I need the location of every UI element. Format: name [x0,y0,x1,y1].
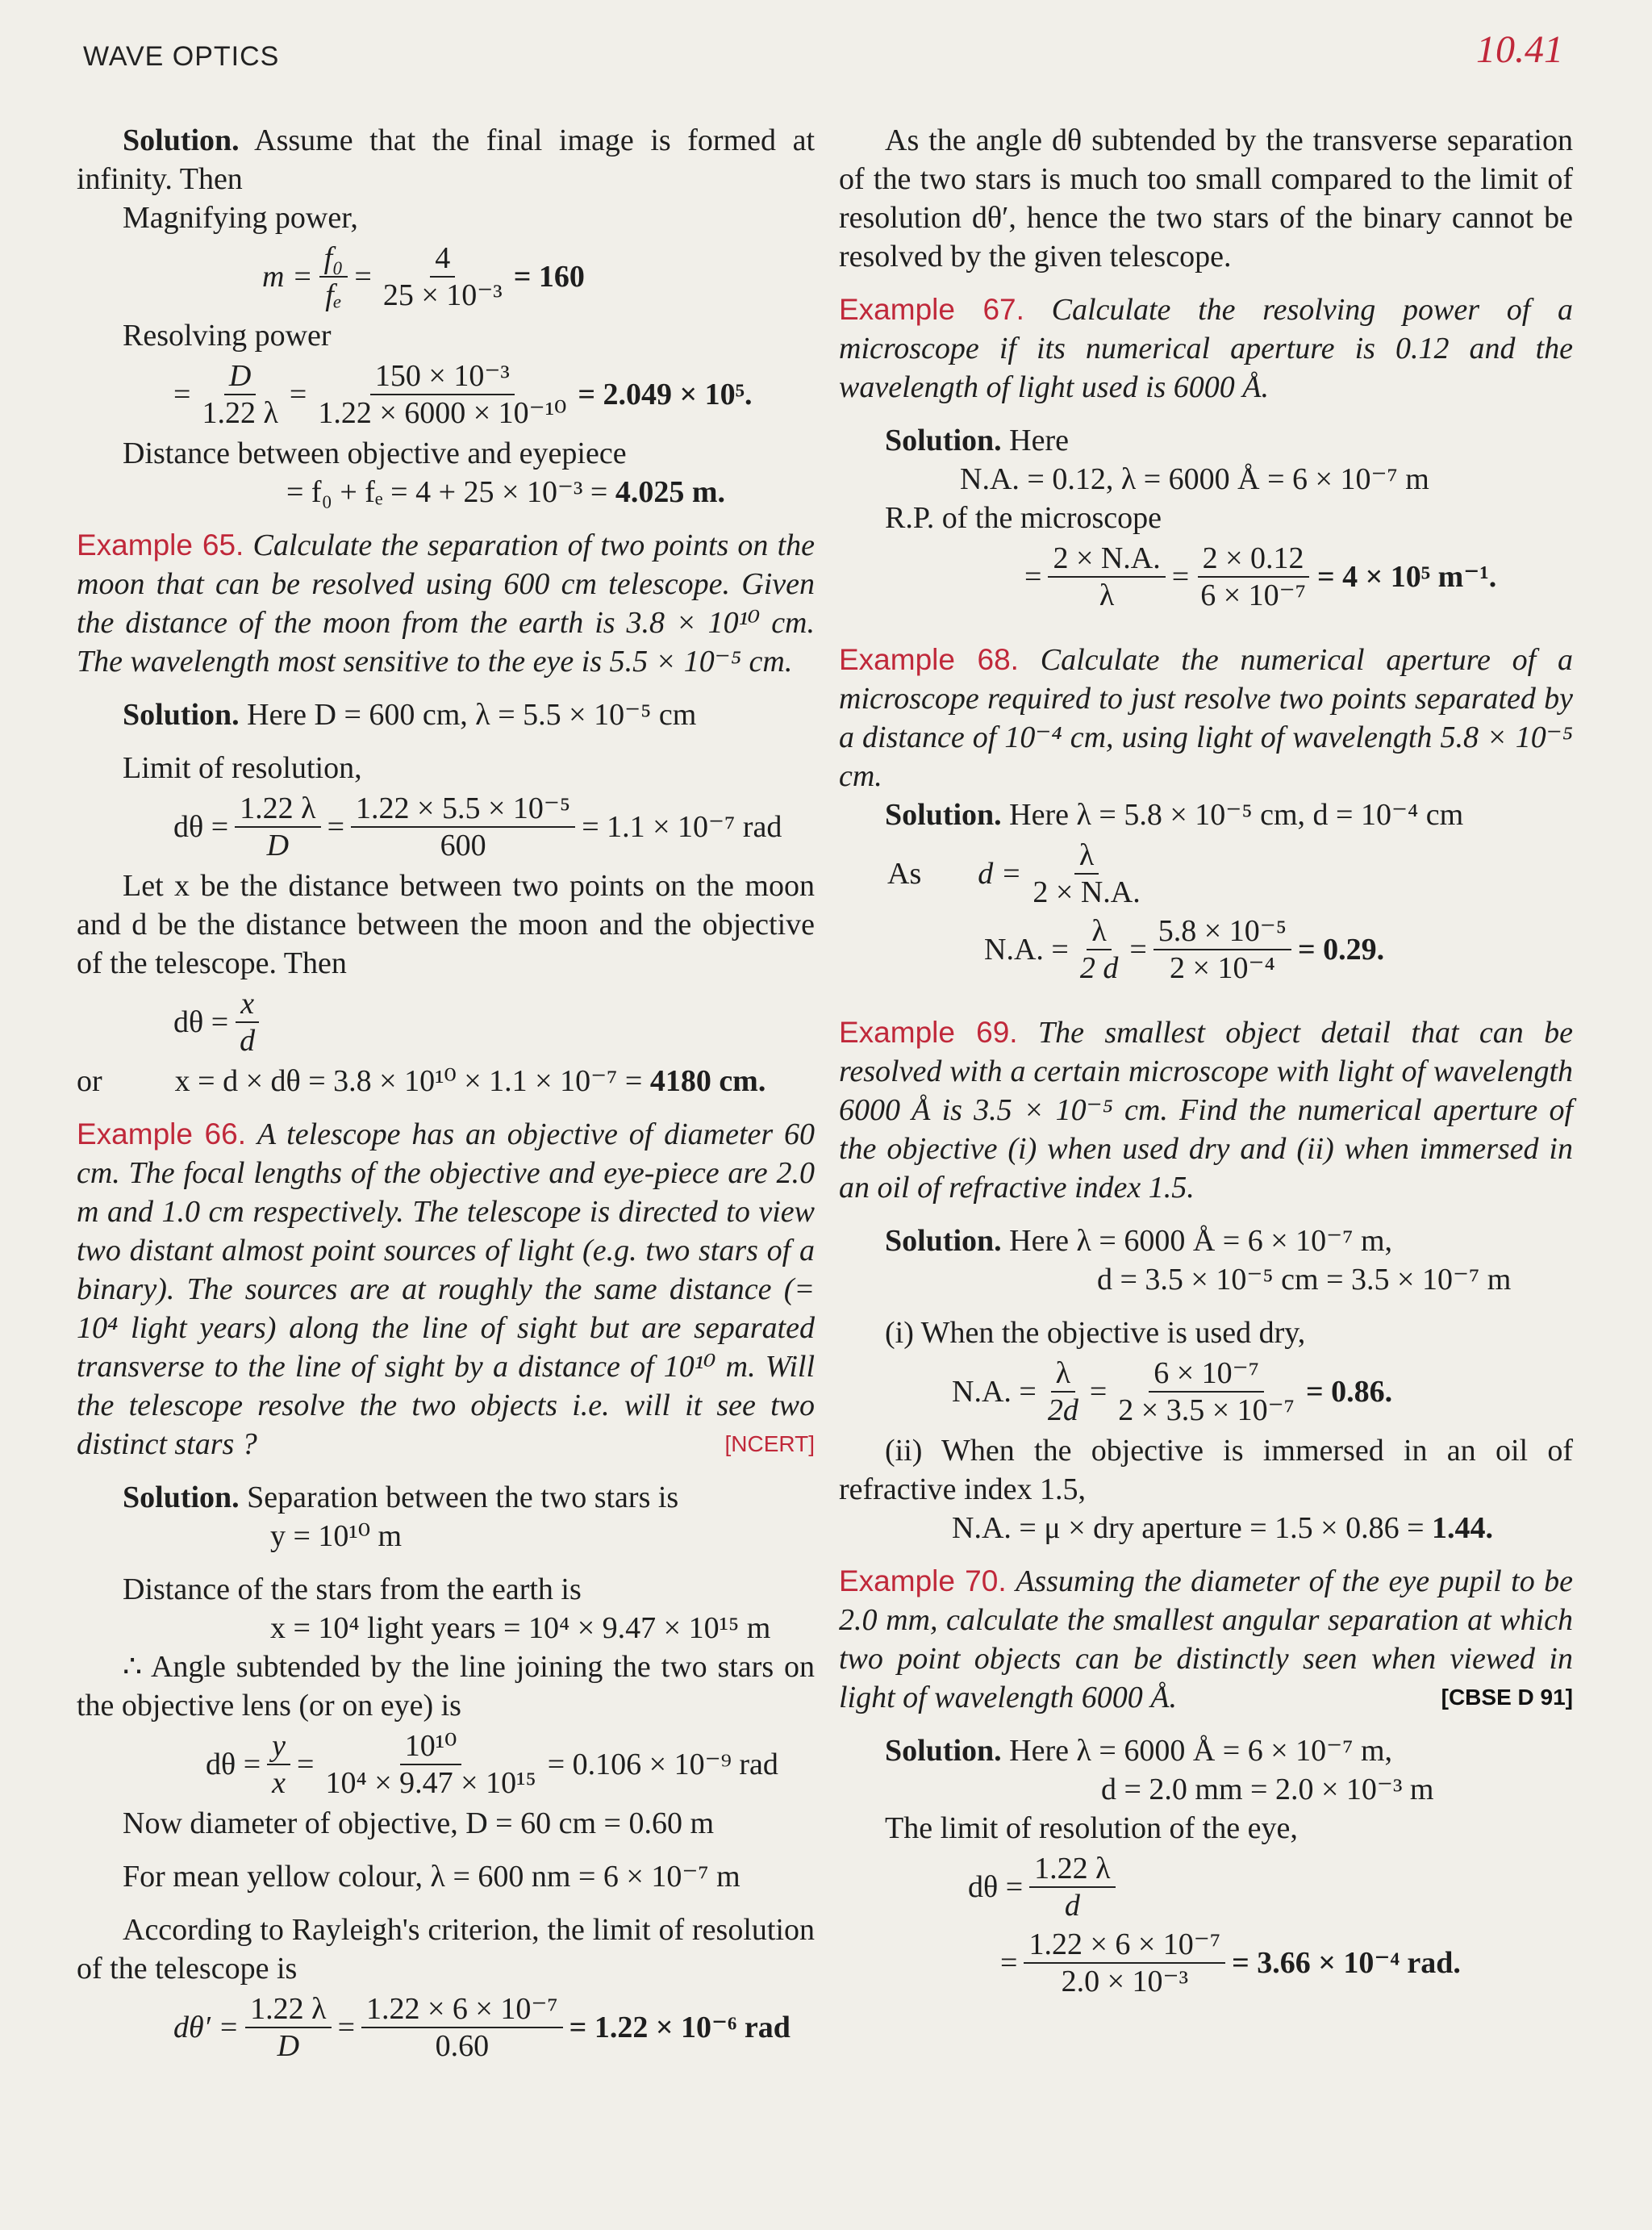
solution-text: Here λ = 5.8 × 10⁻⁵ cm, d = 10⁻⁴ cm [1009,798,1464,832]
fraction [1195,541,1311,613]
magnifying-power-label: Magnifying power, [123,201,358,235]
solution-text: Here [1009,424,1070,457]
oil-text: (ii) When the objective is immersed in an oil of refractive index 1.5, [839,1434,1573,1506]
source-tag: [CBSE D 91] [1441,1685,1573,1710]
example-text: The smallest object detail that can be resolved with a certain microscope with light of wavelength 6000 Å is 3.5 × 10⁻⁵ cm. Find the numerical aperture of the objective (i) when used dry and (ii) when immersed in an oil of refractive index 1.5. [839,1016,1574,1205]
numerator: 150 × 10⁻³ [370,358,515,395]
eye-result-equation: = $\frac{\text{1.22 × 6 × 10⁻⁷}}{\text{2.0 × 10⁻³}}$ = 3.66 × 10⁻⁴ rad. [1000,1927,1461,1998]
numerator: λ [1051,1355,1075,1393]
fraction [313,358,571,431]
distance-label: Distance between objective and eyepiece [123,436,627,470]
d70-equation: d = 2.0 mm = 2.0 × 10⁻³ m [1101,1773,1434,1806]
solution-label: Solution. [123,123,240,157]
rp-label: R.P. of the microscope [885,501,1162,535]
numerator: λ [1087,913,1111,950]
numerator: 6 × 10⁻⁷ [1149,1355,1264,1393]
numerator: 2 × N.A. [1048,541,1165,578]
eq-lhs: d = [978,857,1022,891]
running-head: WAVE OPTICS [83,41,280,72]
eq-result: = 0.106 × 10⁻⁹ rad [547,1748,778,1781]
eq-result: = 1.22 × 10⁻⁶ rad [569,2011,791,2044]
denominator: 2.0 × 10⁻³ [1061,1965,1188,1998]
example-68 [839,641,1573,796]
solution-text: Here λ = 6000 Å = 6 × 10⁻⁷ m, [1009,1224,1393,1258]
solution-69 [839,1221,1573,1260]
eq-lhs: dθ = [206,1748,261,1781]
fraction [235,791,320,863]
example-text: A telescope has an objective of diameter 60 cm. The focal lengths of the objective and eye-piece are 2.0 m and 1.0 cm respectively. The telescope is directed to view two distant almost point sources of light (e.g. two stars of a binary). The sources are at roughly the same distance (= 10⁴ light years) along the line of sight but are separated transverse to the line of sight by a distance of 10¹⁰ m. Will the telescope resolve the two objects i.e. will it see two distinct stars ? [77,1117,816,1461]
na68-equation: N.A. = $\frac{\lambda}{2 d}$ = $\frac{\text{5.8 × 10⁻⁵}}{\text{2 × 10⁻⁴}}$ = 0.29. [984,914,1385,985]
denominator: 2 d [1079,951,1119,985]
solution-label: Solution. [885,1224,1002,1258]
denominator: 1.22 × 6000 × 10⁻¹⁰ [318,396,567,430]
denominator: λ [1099,578,1115,612]
numerator: 1.22 × 5.5 × 10⁻⁵ [351,791,575,828]
numerator: 4 [430,240,455,278]
numerator: D [224,358,256,395]
denominator: 600 [440,829,486,862]
numerator: 1.22 λ [1029,1851,1115,1888]
example-text: Assuming the diameter of the eye pupil to be 2.0 mm, calculate the smallest angular separation at which two point objects can be distinctly seen when viewed in light of wavelength 6000 Å. [839,1564,1573,1714]
denominator: 2 × 3.5 × 10⁻⁷ [1118,1393,1295,1427]
d69-equation: d = 3.5 × 10⁻⁵ cm = 3.5 × 10⁻⁷ m [1097,1263,1512,1297]
fraction [267,1728,290,1801]
solution-66 [77,1478,815,1517]
example-heading: Example 69. [839,1016,1018,1049]
example-67 [839,290,1573,407]
eq-result: = 1.1 × 10⁻⁷ rad [582,810,782,844]
angle-equation: dθ = $\frac{y}{x}$ = $\frac{\text{10¹⁰}}{\text{10⁴ × 9.47 × 10¹⁵}}$ = 0.106 × 10⁻⁹ rad [206,1729,778,1800]
numerator: 1.22 λ [235,791,320,828]
fraction [1048,541,1165,613]
rayleigh-paragraph: According to Rayleigh's criterion, the limit of resolution of the telescope is [77,1913,815,1986]
solution-text: Here D = 600 cm, λ = 5.5 × 10⁻⁵ cm [247,698,697,732]
solution-text: Separation between the two stars is [247,1480,679,1514]
let-paragraph: Let x be the distance between two points on the moon and d be the distance between the moon and the objective of the telescope. Then [77,869,815,980]
eq-lhs: dθ = [968,1870,1024,1904]
fraction [361,1991,563,2064]
fraction [1113,1355,1299,1428]
numerator: 2 × 0.12 [1198,541,1309,578]
eq-lhs: dθ = [173,1005,229,1039]
numerator: 1.22 λ [245,1991,331,2028]
distance-equation [77,473,815,512]
example-heading: Example 66. [77,1117,246,1150]
denominator: 25 × 10⁻³ [382,278,503,312]
eq-result: = 0.86. [1305,1375,1393,1409]
example-heading: Example 65. [77,528,244,562]
oil-equation [839,1509,1573,1547]
solution-label: Solution. [885,1734,1002,1768]
fraction [1043,1355,1083,1428]
resolving-power-label: Resolving power [123,319,332,353]
numerator: 1.22 × 6 × 10⁻⁷ [361,1991,563,2028]
denominator: d [1064,1889,1080,1923]
fraction [1075,913,1124,986]
dry-equation: N.A. = $\frac{\lambda}{2d}$ = $\frac{\text{6 × 10⁻⁷}}{\text{2 × 3.5 × 10⁻⁷}}$ = 0.86. [952,1356,1393,1427]
fraction [245,1991,331,2064]
example-text: Calculate the resolving power of a microscope if its numerical aperture is 0.12 and the wavelength of light used is 6000 Å. [839,293,1574,404]
eq-lhs: N.A. = [984,933,1069,967]
eq-result: = 2.049 × 10⁵. [578,378,753,411]
fraction [1029,1851,1115,1923]
denominator: 0.60 [435,2029,490,2063]
denominator: 1.22 λ [202,396,278,430]
as-word: As [887,857,922,891]
eq-result: = 4 × 10⁵ m⁻¹. [1316,560,1497,594]
eq-lhs: dθ = [173,810,229,844]
limit-equation: dθ = $\frac{1.22 \lambda}{D}$ = $\frac{\text{1.22 × 5.5 × 10⁻⁵}}{600}$ = 1.1 × 10⁻⁷ rad [173,791,782,862]
distance-stars-label: Distance of the stars from the earth is [123,1572,582,1606]
solution-label: Solution. [123,698,240,732]
eq-text: = f₀ + fₑ = 4 + 25 × 10⁻³ = [286,475,608,509]
rayleigh-equation: dθ′ = $\frac{1.22 \lambda}{D}$ = $\frac{\text{1.22 × 6 × 10⁻⁷}}{0.60}$ = 1.22 × 10⁻⁶ rad [173,1992,791,2063]
eq-result: 4.025 m. [615,475,725,509]
eq-result: = 160 [513,260,585,294]
magnifying-power-equation: m = $\frac{\text{f₀}}{\text{fₑ}}$ = $\frac{4}{\text{25 × 10⁻³}}$ = 160 [262,241,585,312]
right-column [839,121,1573,2002]
solution-text: Here λ = 6000 Å = 6 × 10⁻⁷ m, [1009,1734,1393,1768]
denominator: x [272,1766,286,1800]
solution-text: Assume that the final image is formed at infinity. Then [77,123,815,196]
numerator: 5.8 × 10⁻⁵ [1153,913,1291,950]
eq-lhs: dθ′ = [173,2011,240,2044]
fraction [1024,1927,1225,1999]
left-column [77,121,815,2067]
denominator: 2d [1047,1393,1078,1427]
diameter-text: Now diameter of objective, D = 60 cm = 0.60 m [123,1806,715,1840]
or-word: or [77,1064,102,1098]
fraction [320,1728,540,1801]
fraction [378,240,507,313]
solution-67 [839,421,1573,460]
solution-label: Solution. [885,798,1002,832]
eq-lhs: N.A. = [952,1375,1037,1409]
eq-result: 1.44. [1432,1511,1494,1545]
numerator: f₀ [319,240,348,278]
d-equation [839,837,1573,910]
example-70 [839,1562,1573,1717]
denominator: D [266,829,290,862]
limit-eye-text: The limit of resolution of the eye, [885,1811,1298,1845]
numerator: x [236,986,259,1023]
eq-result: = 3.66 × 10⁻⁴ rad. [1232,1946,1461,1980]
solution-68 [839,796,1573,834]
denominator: 2 × 10⁻⁴ [1170,951,1275,985]
eq-text: N.A. = μ × dry aperture = 1.5 × 0.86 = [952,1511,1425,1545]
eye-equation [839,1851,1573,1923]
denominator: d [240,1024,256,1058]
x-stars-equation: x = 10⁴ light years = 10⁴ × 9.47 × 10¹⁵ m [270,1611,771,1645]
denominator: D [277,2029,300,2063]
solution-label: Solution. [885,424,1002,457]
resolving-power-equation: = $\frac{D}{1.22 \lambda}$ = $\frac{\text{150 × 10⁻³}}{\text{1.22 × 6000 × 10⁻¹⁰}}$ = 2.049 × 10⁵. [173,359,753,430]
numerator: y [267,1728,290,1765]
angle-paragraph: ∴ Angle subtended by the line joining the two stars on the objective lens (or on eye) is [77,1650,815,1723]
y-equation: y = 10¹⁰ m [270,1519,403,1553]
denominator: 6 × 10⁻⁷ [1200,578,1306,612]
yellow-text: For mean yellow colour, λ = 600 nm = 6 × 10⁻⁷ m [123,1860,740,1894]
solution-70 [839,1731,1573,1770]
fraction [197,358,282,431]
eq-text: x = d × dθ = 3.8 × 10¹⁰ × 1.1 × 10⁻⁷ = [174,1064,643,1098]
source-tag: [NCERT] [724,1431,815,1456]
na-equation: N.A. = 0.12, λ = 6000 Å = 6 × 10⁻⁷ m [960,462,1429,496]
example-66 [77,1115,815,1464]
example-text: Calculate the separation of two points on the moon that can be resolved using 600 cm telescope. Given the distance of the moon from the earth is 3.8 × 10¹⁰ cm. The wavelength most sensitive to the eye is 5.5 × 10⁻⁵ cm. [77,528,815,679]
dtheta-equation [77,986,815,1059]
example-text: Calculate the numerical aperture of a microscope required to just resolve two points separated by a distance of 10⁻⁴ cm, using light of wavelength 5.8 × 10⁻⁵ cm. [839,643,1573,793]
example-heading: Example 68. [839,643,1019,676]
denominator: 10⁴ × 9.47 × 10¹⁵ [325,1766,536,1800]
x-equation [77,1062,815,1100]
fraction [351,791,575,863]
numerator: 10¹⁰ [400,1728,462,1765]
eq-result: 4180 cm. [649,1064,766,1098]
fraction [1153,913,1291,986]
page-number: 10.41 [1476,28,1563,71]
solution-65 [77,695,815,734]
example-heading: Example 70. [839,1564,1007,1597]
solution-label: Solution. [123,1480,240,1514]
dry-text: (i) When the objective is used dry, [885,1316,1306,1350]
as-paragraph: As the angle dθ subtended by the transverse separation of the two stars is much too small compared to the limit of resolution dθ′, hence the two stars of the binary cannot be resolved by the given telescope. [839,123,1573,274]
example-heading: Example 67. [839,293,1024,326]
eq-result: = 0.29. [1298,933,1385,967]
eq-lhs: m = [262,260,313,294]
numerator: λ [1074,837,1099,875]
numerator: 1.22 × 6 × 10⁻⁷ [1024,1927,1225,1964]
fraction [235,986,260,1059]
denominator: 2 × N.A. [1032,875,1141,909]
denominator: fₑ [325,278,342,312]
fraction [319,240,348,313]
limit-label: Limit of resolution, [123,751,362,785]
rp-equation: = $\frac{2 \times N.A.}{\lambda}$ = $\frac{2 \times 0.12}{\text{6 × 10⁻⁷}}$ = 4 × 10⁵ m⁻¹. [1024,541,1497,612]
fraction [1028,837,1145,910]
solution-paragraph [77,121,815,198]
example-65 [77,526,815,681]
example-69 [839,1013,1573,1207]
